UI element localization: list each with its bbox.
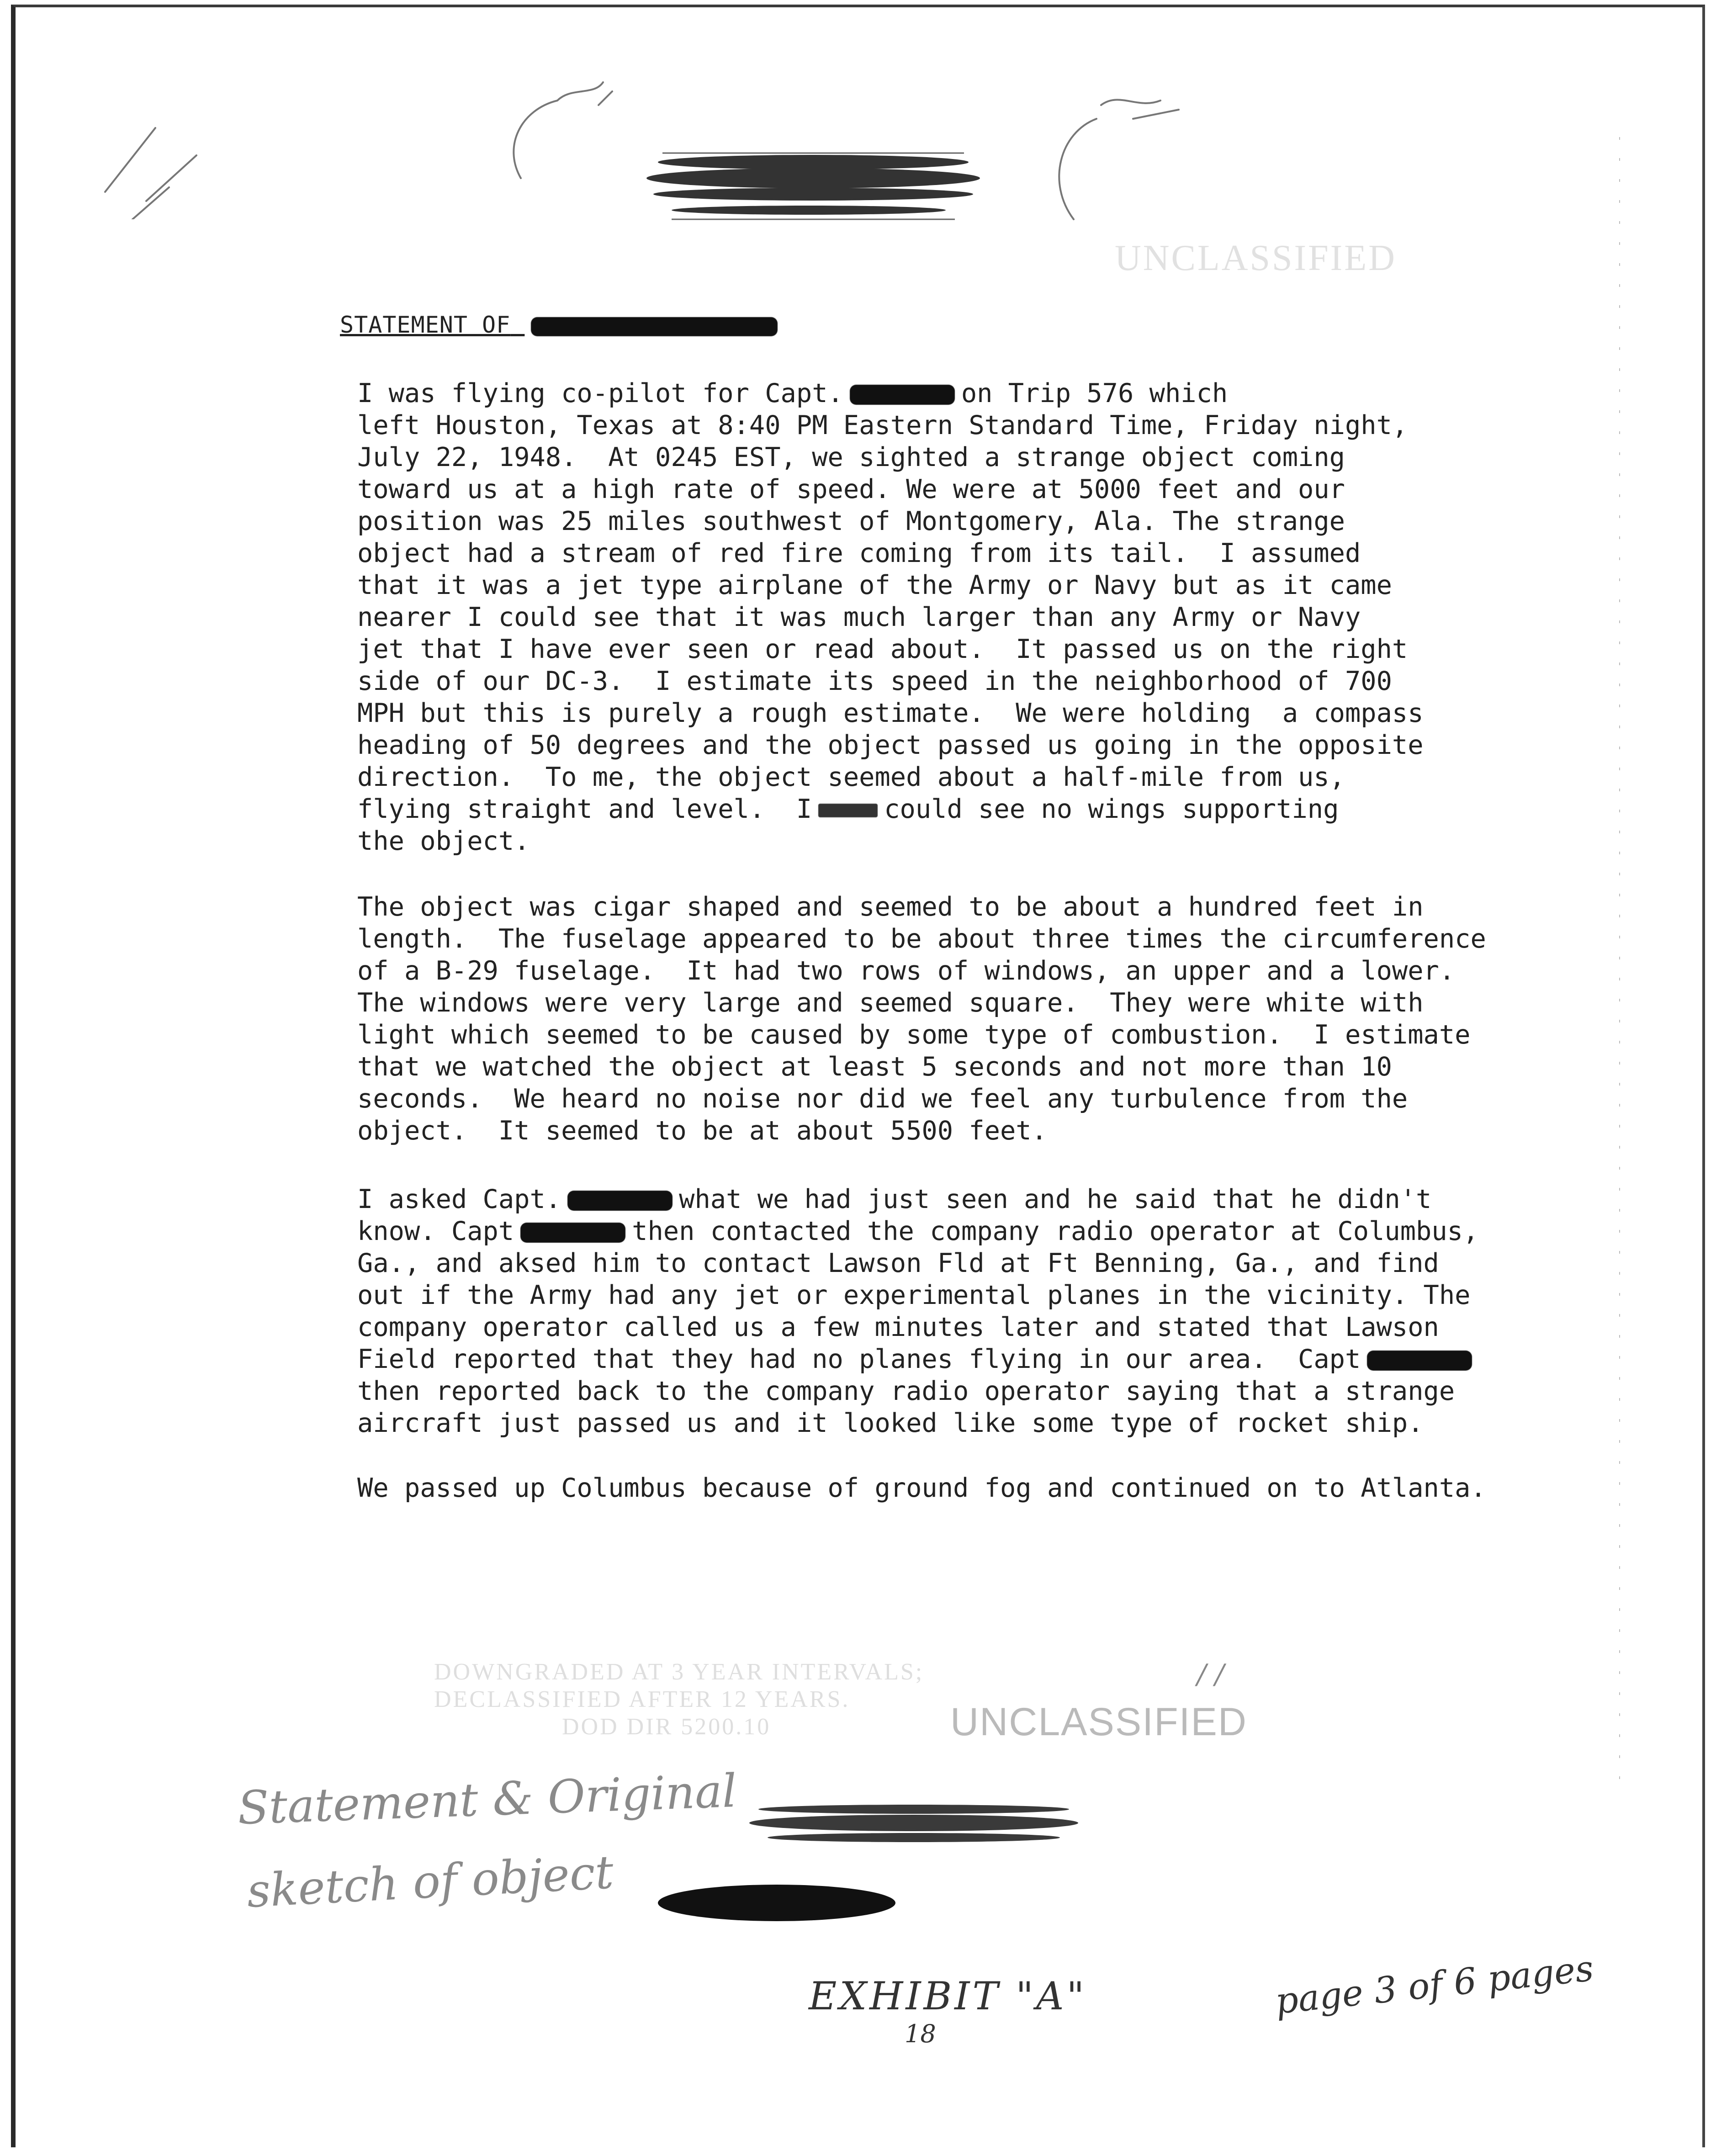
paragraph-2 bbox=[357, 891, 1554, 1147]
handwritten-note-1: Statement & Original bbox=[237, 1764, 738, 1835]
text-segment: The windows were very large and seemed square. They were white with bbox=[357, 988, 1424, 1018]
text-line bbox=[357, 1083, 1554, 1115]
unclassified-stamp-top: UNCLASSIFIED bbox=[1115, 238, 1397, 278]
exhibit-number: 18 bbox=[905, 2019, 936, 2048]
text-line bbox=[357, 793, 1554, 825]
text-segment: light which seemed to be caused by some type of combustion. I estimate bbox=[357, 1020, 1471, 1050]
redacted-name bbox=[531, 317, 778, 336]
handwritten-note-2: sketch of object bbox=[245, 1845, 615, 1918]
text-line bbox=[357, 1019, 1554, 1051]
bottom-redaction-lower bbox=[649, 1878, 905, 1928]
text-segment: could see no wings supporting bbox=[884, 794, 1339, 824]
text-segment: left Houston, Texas at 8:40 PM Eastern Standard Time, Friday night, bbox=[357, 410, 1408, 440]
text-line bbox=[357, 1407, 1554, 1439]
bottom-redaction-upper bbox=[740, 1796, 1087, 1850]
text-segment: that we watched the object at least 5 seconds and not more than 10 bbox=[357, 1052, 1392, 1082]
text-segment: then reported back to the company radio operator saying that a strange bbox=[357, 1376, 1455, 1406]
text-segment: I was flying co-pilot for Capt. bbox=[357, 378, 843, 408]
top-classification-redaction bbox=[635, 135, 991, 231]
margin-scribble-left bbox=[91, 82, 320, 219]
text-segment: toward us at a high rate of speed. We were at 5000 feet and our bbox=[357, 474, 1345, 504]
text-segment: know. Capt bbox=[357, 1216, 514, 1246]
text-line bbox=[357, 633, 1554, 665]
page-reference: page 3 of 6 pages bbox=[1273, 1948, 1596, 2023]
tick-marks: / / bbox=[1197, 1658, 1224, 1690]
redacted-name bbox=[1367, 1351, 1472, 1371]
struck-out-word bbox=[818, 804, 878, 817]
downgrade-line-1: DOWNGRADED AT 3 YEAR INTERVALS; bbox=[434, 1659, 924, 1685]
text-line bbox=[357, 441, 1554, 473]
text-segment: out if the Army had any jet or experimental planes in the vicinity. The bbox=[357, 1280, 1471, 1310]
text-segment: company operator called us a few minutes later and stated that Lawson bbox=[357, 1312, 1439, 1342]
text-segment: July 22, 1948. At 0245 EST, we sighted a strange object coming bbox=[357, 442, 1345, 472]
text-segment: object. It seemed to be at about 5500 feet. bbox=[357, 1116, 1047, 1146]
text-segment: what we had just seen and he said that he didn't bbox=[679, 1184, 1432, 1214]
statement-heading-label: STATEMENT OF bbox=[340, 312, 511, 338]
text-line bbox=[357, 665, 1554, 697]
text-segment: position was 25 miles southwest of Montgomery, Ala. The strange bbox=[357, 506, 1345, 536]
text-segment: then contacted the company radio operator at Columbus, bbox=[632, 1216, 1479, 1246]
text-line bbox=[357, 987, 1554, 1019]
text-line bbox=[357, 1311, 1554, 1343]
text-segment: nearer I could see that it was much larger than any Army or Navy bbox=[357, 602, 1361, 632]
margin-speckle bbox=[1613, 137, 1626, 1782]
text-segment: object had a stream of red fire coming from its tail. I assumed bbox=[357, 538, 1361, 568]
text-line bbox=[357, 1247, 1554, 1279]
text-line bbox=[357, 955, 1554, 987]
statement-heading bbox=[340, 312, 778, 338]
text-segment: I asked Capt. bbox=[357, 1184, 561, 1214]
paragraph-3 bbox=[357, 1183, 1554, 1439]
paragraph-4: We passed up Columbus because of ground fog and continued on to Atlanta. bbox=[357, 1473, 1486, 1503]
text-segment: Field reported that they had no planes flying in our area. Capt bbox=[357, 1344, 1361, 1374]
text-line bbox=[357, 923, 1554, 955]
text-segment: flying straight and level. I bbox=[357, 794, 812, 824]
text-line bbox=[357, 1183, 1554, 1215]
text-line bbox=[357, 409, 1554, 441]
downgrade-stamp bbox=[434, 1658, 924, 1741]
text-line bbox=[357, 1115, 1554, 1147]
redacted-name bbox=[567, 1191, 673, 1211]
margin-scribble-top-left bbox=[493, 69, 649, 196]
text-line bbox=[357, 1343, 1554, 1375]
redacted-name bbox=[520, 1223, 625, 1243]
text-segment: aircraft just passed us and it looked like some type of rocket ship. bbox=[357, 1408, 1424, 1438]
text-segment: side of our DC-3. I estimate its speed in the neighborhood of 700 bbox=[357, 666, 1392, 696]
text-segment: Ga., and aksed him to contact Lawson Fld at Ft Benning, Ga., and find bbox=[357, 1248, 1439, 1278]
paragraph-1 bbox=[357, 377, 1554, 857]
text-line bbox=[357, 537, 1554, 569]
text-line bbox=[357, 729, 1554, 761]
text-line bbox=[357, 761, 1554, 793]
unclassified-stamp-bottom: UNCLASSIFIED bbox=[950, 1700, 1248, 1744]
redacted-name bbox=[850, 385, 955, 405]
text-segment: seconds. We heard no noise nor did we feel any turbulence from the bbox=[357, 1084, 1408, 1114]
text-line bbox=[357, 1375, 1554, 1407]
margin-scribble-top-right bbox=[1046, 78, 1211, 242]
downgrade-line-2: DECLASSIFIED AFTER 12 YEARS. bbox=[434, 1686, 850, 1712]
text-segment: of a B-29 fuselage. It had two rows of windows, an upper and a lower. bbox=[357, 956, 1455, 986]
text-segment: that it was a jet type airplane of the Army or Navy but as it came bbox=[357, 570, 1392, 600]
text-segment: heading of 50 degrees and the object passed us going in the opposite bbox=[357, 730, 1424, 760]
text-line bbox=[357, 1279, 1554, 1311]
text-segment: length. The fuselage appeared to be about three times the circumference bbox=[357, 924, 1486, 954]
text-segment: jet that I have ever seen or read about. It passed us on the right bbox=[357, 634, 1408, 664]
downgrade-line-3: DOD DIR 5200.10 bbox=[562, 1714, 771, 1740]
text-segment: the object. bbox=[357, 826, 530, 856]
text-segment: direction. To me, the object seemed about a half-mile from us, bbox=[357, 762, 1345, 792]
exhibit-label: EXHIBIT "A" bbox=[809, 1974, 1087, 2018]
text-line bbox=[357, 1051, 1554, 1083]
text-line bbox=[357, 505, 1554, 537]
text-line bbox=[357, 569, 1554, 601]
text-line bbox=[357, 891, 1554, 923]
text-line bbox=[357, 1215, 1554, 1247]
text-line bbox=[357, 697, 1554, 729]
text-line bbox=[357, 377, 1554, 409]
text-segment: The object was cigar shaped and seemed to be about a hundred feet in bbox=[357, 892, 1424, 922]
text-segment: on Trip 576 which bbox=[961, 378, 1228, 408]
text-line bbox=[357, 473, 1554, 505]
text-line bbox=[357, 601, 1554, 633]
text-segment: MPH but this is purely a rough estimate. We were holding a compass bbox=[357, 698, 1424, 728]
text-line bbox=[357, 825, 1554, 857]
